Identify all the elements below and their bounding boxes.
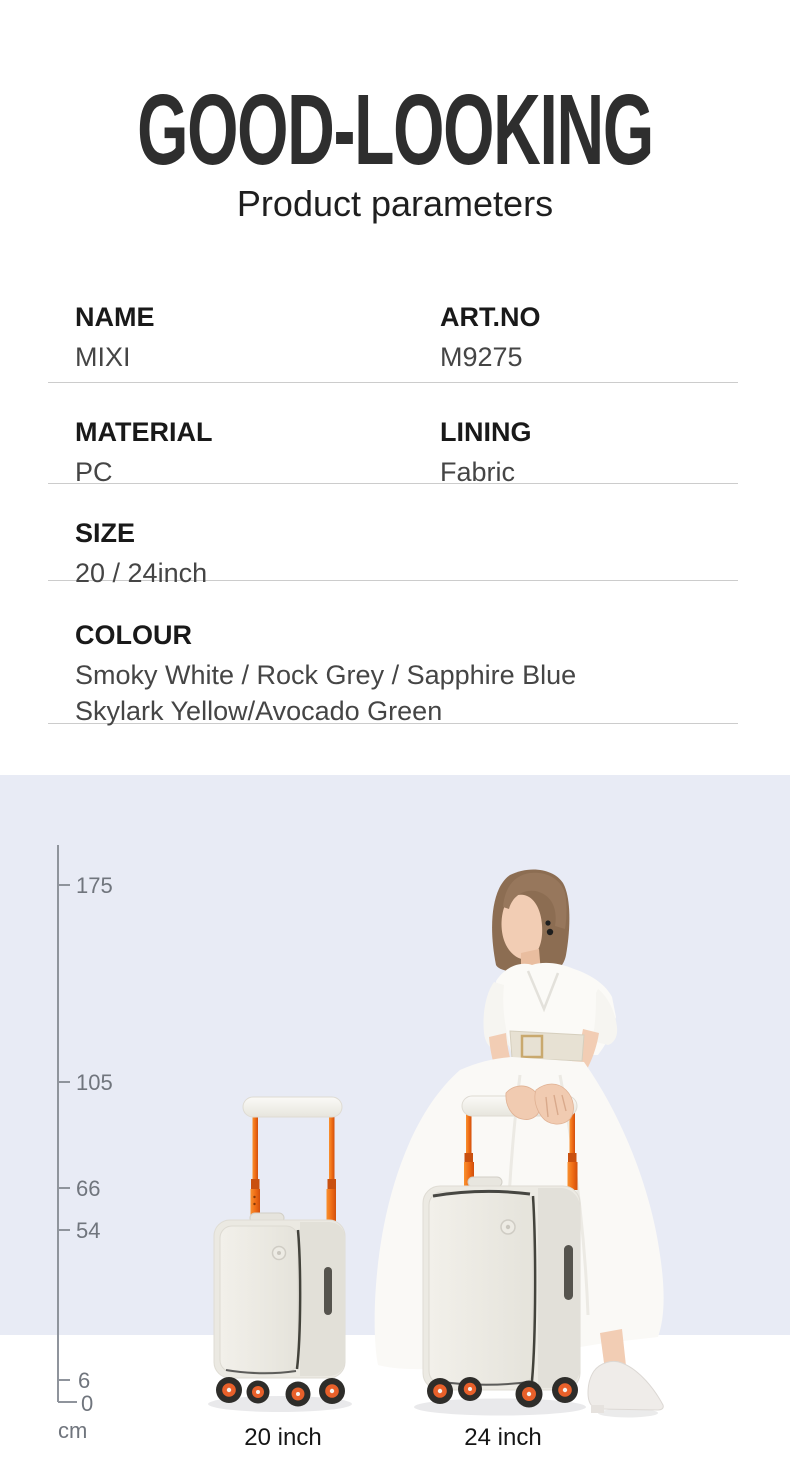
spec-cell-artno bbox=[440, 302, 541, 375]
spec-cell-name bbox=[75, 302, 155, 375]
side-handle-groove bbox=[324, 1267, 332, 1315]
suitcase-20-side bbox=[300, 1222, 345, 1376]
ruler-label-175: 175 bbox=[76, 873, 113, 898]
trolley-pole-lower bbox=[568, 1162, 578, 1190]
spec-label: MATERIAL bbox=[75, 417, 213, 447]
suitcase-20-front-lid bbox=[220, 1226, 298, 1372]
side-handle-groove bbox=[564, 1245, 573, 1300]
model-earring-drop bbox=[547, 929, 553, 935]
spec-label: SIZE bbox=[75, 518, 136, 548]
spec-value: 20 / 24inch bbox=[75, 558, 208, 588]
pole-rivet bbox=[253, 1196, 255, 1198]
spec-value: Smoky White / Rock Grey / Sapphire Blue bbox=[75, 660, 577, 690]
scene-illustration bbox=[0, 775, 790, 1467]
brand-logo-dot bbox=[277, 1251, 281, 1255]
page-title: GOOD-LOOKING bbox=[137, 74, 653, 186]
product-photo-scene bbox=[0, 775, 790, 1467]
spec-value: PC bbox=[75, 457, 113, 487]
suitcase-24-front-lid bbox=[429, 1192, 533, 1384]
spec-row-material-lining bbox=[48, 383, 738, 487]
ruler-label-66: 66 bbox=[76, 1176, 101, 1201]
brand-logo-dot bbox=[506, 1225, 510, 1229]
ruler-label-105: 105 bbox=[76, 1070, 113, 1095]
size-caption-24: 24 inch bbox=[464, 1424, 542, 1451]
spec-label: COLOUR bbox=[75, 620, 192, 650]
spec-row-colour bbox=[48, 581, 738, 724]
ruler-label-0: 0 bbox=[81, 1391, 94, 1416]
suitcase-24-side bbox=[538, 1188, 580, 1388]
ruler-label-6: 6 bbox=[78, 1368, 91, 1393]
size-caption-20: 20 inch bbox=[244, 1424, 322, 1451]
trolley-pole bbox=[570, 1113, 576, 1157]
trolley-pole bbox=[329, 1113, 335, 1183]
spec-value: M9275 bbox=[440, 342, 523, 372]
spec-row-name-artno bbox=[48, 290, 738, 383]
spec-label: NAME bbox=[75, 302, 155, 332]
spec-cell-material bbox=[75, 417, 212, 490]
model-earring bbox=[545, 920, 550, 925]
page-subtitle: Product parameters bbox=[236, 183, 554, 224]
model-shoe-heel bbox=[591, 1405, 604, 1413]
wide-trolley-handle bbox=[243, 1097, 342, 1117]
ruler-unit-label: cm bbox=[58, 1418, 88, 1443]
pole-rivet bbox=[253, 1203, 255, 1205]
spec-value-line2: Skylark Yellow/Avocado Green bbox=[75, 696, 443, 726]
spec-label: ART.NO bbox=[440, 302, 541, 332]
spec-cell-lining bbox=[440, 417, 532, 490]
trolley-pole bbox=[253, 1113, 259, 1183]
spec-value: Fabric bbox=[440, 457, 516, 487]
spec-cell-colour bbox=[75, 620, 576, 729]
spec-row-size bbox=[48, 484, 738, 588]
ruler-label-54: 54 bbox=[76, 1218, 101, 1243]
spec-label: LINING bbox=[440, 417, 532, 447]
trolley-pole bbox=[466, 1113, 472, 1157]
spec-value: MIXI bbox=[75, 342, 131, 372]
